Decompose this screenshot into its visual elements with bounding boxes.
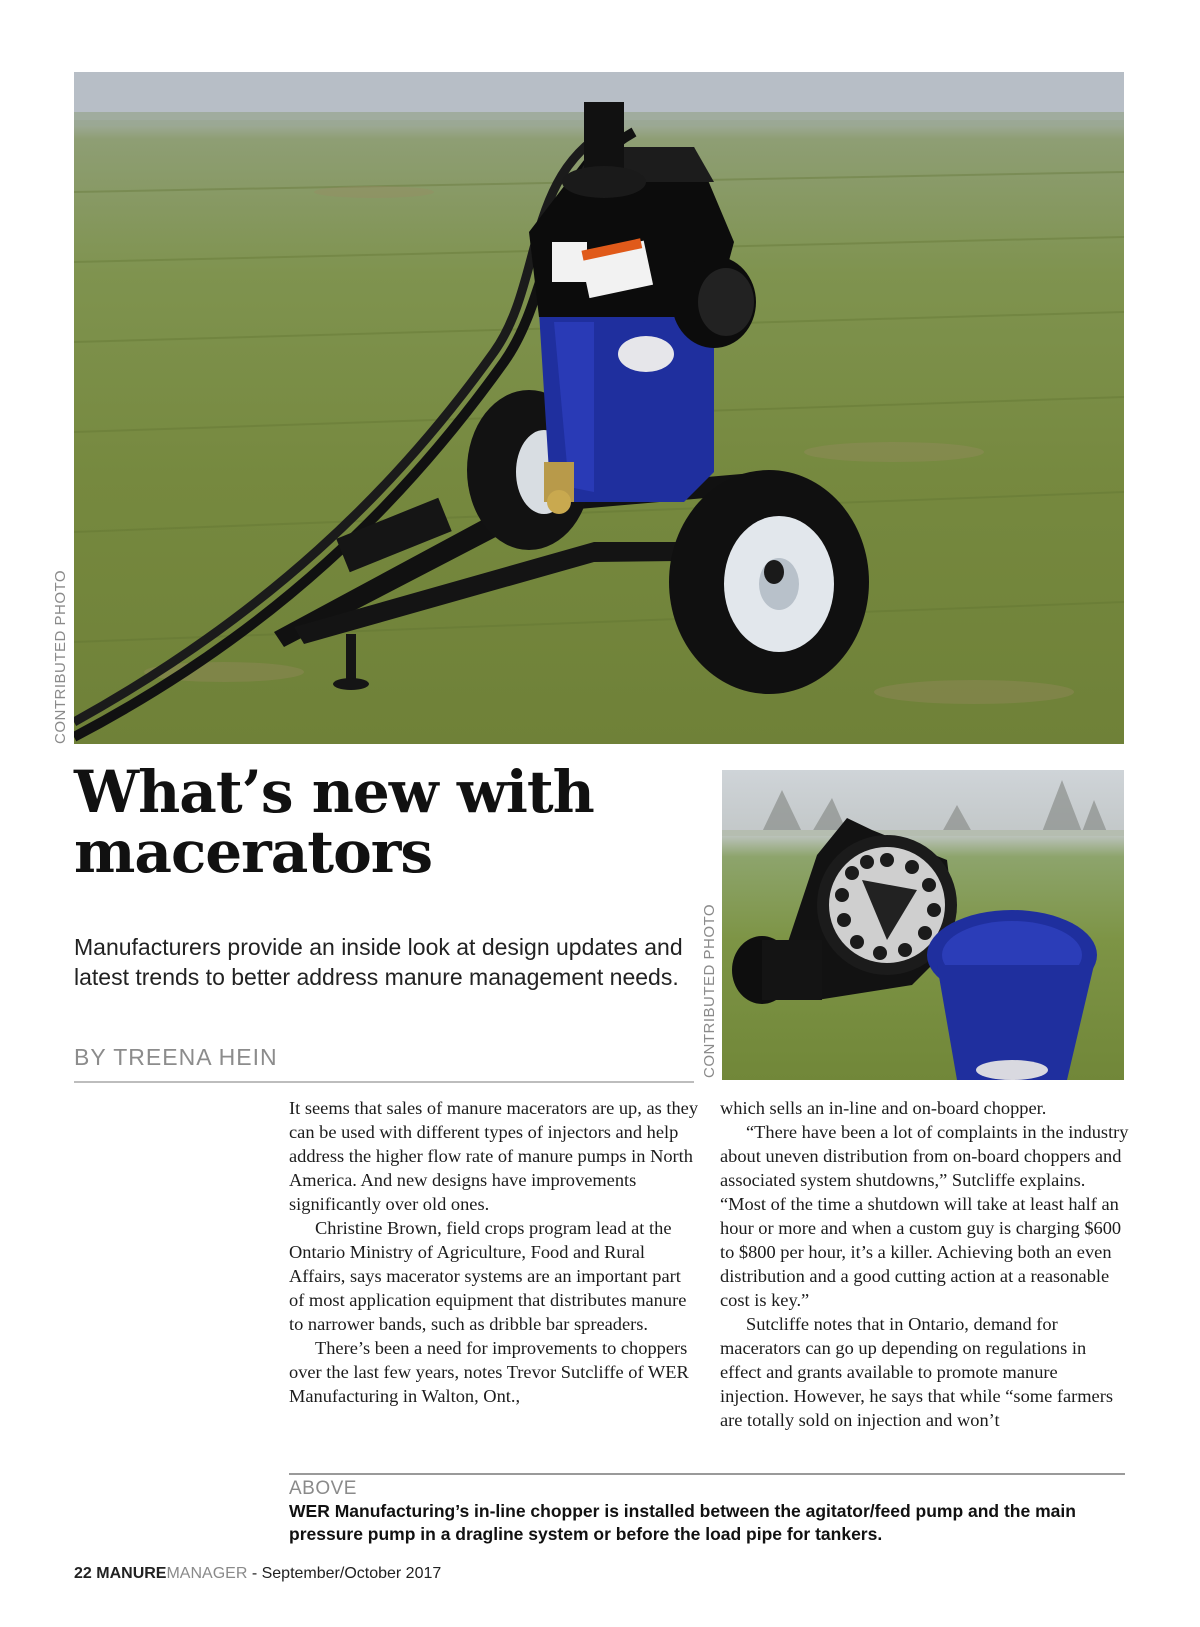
hero-photo-credit: CONTRIBUTED PHOTO [52,569,69,744]
magazine-name-light: MANAGER [166,1565,248,1582]
magazine-name-bold: MANURE [96,1565,167,1582]
body-paragraph: which sells an in-line and on-board chopper. [720,1098,1047,1118]
body-paragraph: There’s been a need for improvements to choppers over the last few years, notes Trevor Sutcliffe of WER Manufacturing in Walton, Ont., [289,1338,689,1406]
hero-photo [74,72,1124,744]
chopper-open-photo [722,770,1124,1080]
caption-label: ABOVE [289,1478,357,1499]
issue-date: - September/October 2017 [251,1565,442,1582]
caption-text: WER Manufacturing’s in-line chopper is installed between the agitator/feed pump and the main pressure pump in a dragline system or before the load pipe for tankers. [289,1501,1076,1544]
article-deck: Manufacturers provide an inside look at design updates and latest trends to better address manure management needs. [74,934,683,990]
body-paragraph: It seems that sales of manure macerators are up, as they can be used with different types of injectors and help address the higher flow rate of manure pumps in North America. And new designs have improvements significantly over old ones. [289,1098,699,1214]
body-column-1 [289,1096,699,1408]
small-photo-credit: CONTRIBUTED PHOTO [701,903,718,1078]
byline: BY TREENA HEIN [74,1044,278,1070]
article-title: What’s new with macerators [74,758,594,886]
body-paragraph: “There have been a lot of complaints in the industry about uneven distribution from on-board choppers and associated system shutdowns,” Sutcliffe explains. “Most of the time a shutdown will take at least half an hour or more and when a custom guy is charging $600 to $800 per hour, it’s a killer. Achieving both an even distribution and a good cutting action at a reasonable cost is key.” [720,1122,1129,1310]
body-column-2 [720,1096,1130,1432]
caption-divider [289,1473,1125,1475]
page-number: 22 [74,1565,92,1582]
body-paragraph: Sutcliffe notes that in Ontario, demand for macerators can go up depending on regulations in effect and grants available to promote manure injection. However, he says that while “some farmers are totally sold on injection and won’t [720,1314,1114,1430]
body-paragraph: Christine Brown, field crops program lead at the Ontario Ministry of Agriculture, Food and Rural Affairs, says macerator systems are an important part of most application equipment that distributes manure to narrower bands, such as dribble bar spreaders. [289,1218,687,1334]
page-folio [74,1565,441,1583]
byline-divider [74,1081,694,1083]
